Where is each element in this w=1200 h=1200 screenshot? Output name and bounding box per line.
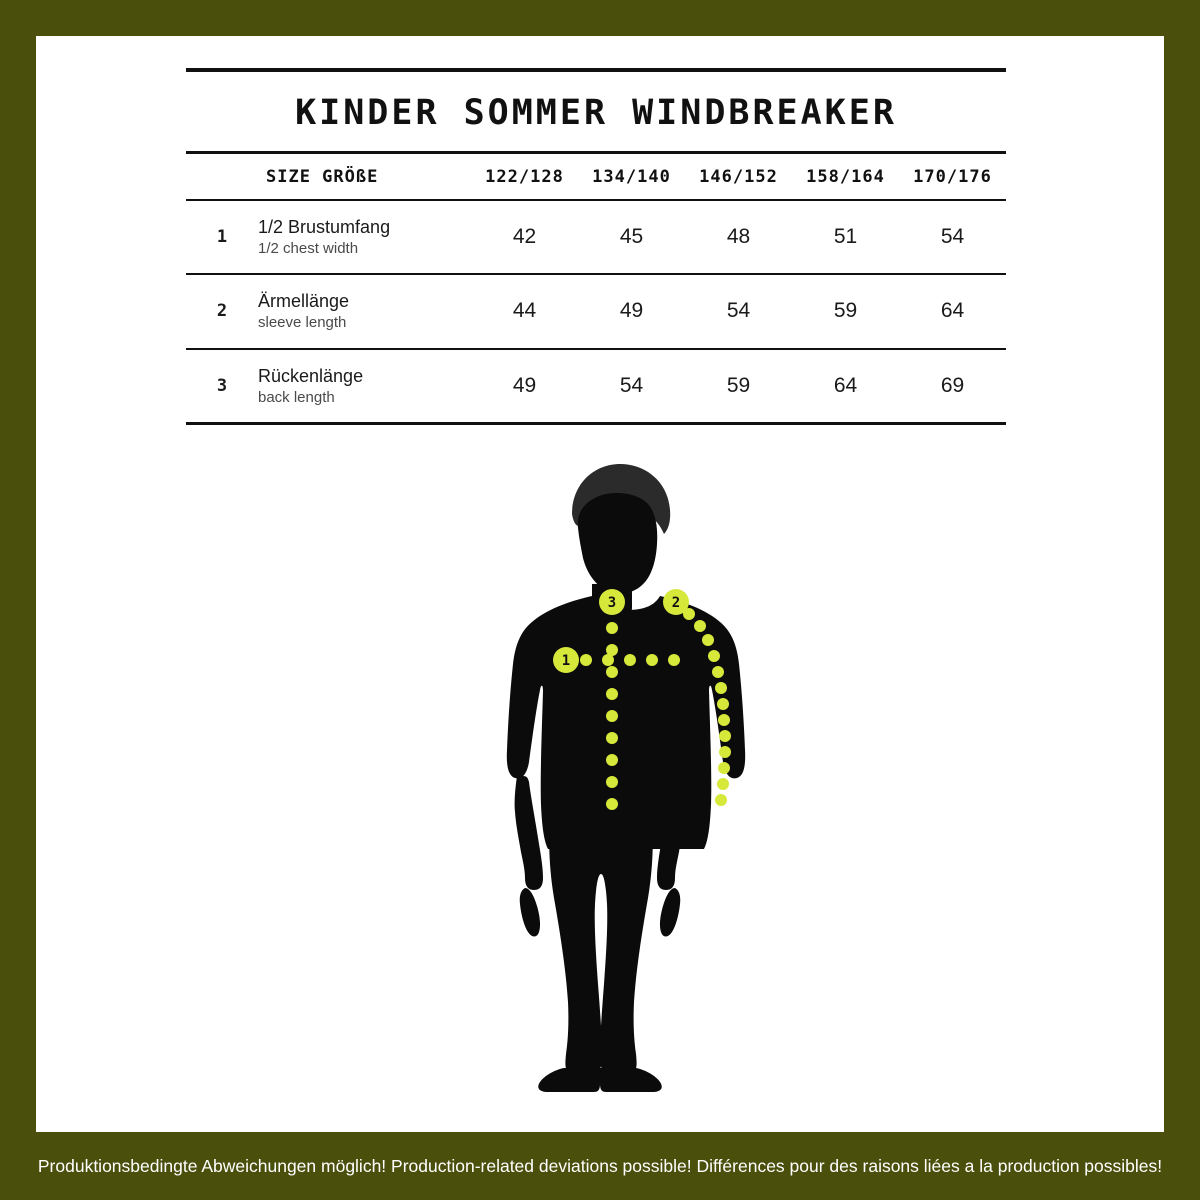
header-size-1: 122/128 bbox=[471, 152, 578, 200]
size-table-body bbox=[186, 200, 1006, 424]
size-table bbox=[186, 151, 1006, 426]
row-3-label bbox=[258, 349, 471, 424]
row-3-value-1: 49 bbox=[471, 349, 578, 424]
row-3-label-en: back length bbox=[258, 388, 335, 406]
table-header-row bbox=[186, 152, 1006, 200]
measurement-figure bbox=[36, 456, 1164, 1096]
header-size-3: 146/152 bbox=[685, 152, 792, 200]
chart-card bbox=[36, 36, 1164, 1132]
table-row bbox=[186, 274, 1006, 349]
marker-3 bbox=[599, 589, 625, 615]
row-2-value-3: 54 bbox=[685, 274, 792, 349]
svg-text:3: 3 bbox=[607, 595, 617, 611]
svg-text:1: 1 bbox=[561, 653, 571, 669]
row-3-value-3: 59 bbox=[685, 349, 792, 424]
row-3-value-5: 69 bbox=[899, 349, 1006, 424]
row-1-value-2: 45 bbox=[578, 200, 685, 275]
page-title: KINDER SOMMER WINDBREAKER bbox=[295, 93, 897, 133]
marker-1 bbox=[553, 647, 579, 673]
row-1-value-1: 42 bbox=[471, 200, 578, 275]
row-1-value-3: 48 bbox=[685, 200, 792, 275]
row-1-value-5: 54 bbox=[899, 200, 1006, 275]
row-3-label-de: Rückenlänge bbox=[258, 365, 364, 386]
row-2-value-1: 44 bbox=[471, 274, 578, 349]
header-size-5: 170/176 bbox=[899, 152, 1006, 200]
row-2-label-en: sleeve length bbox=[258, 314, 347, 332]
row-2-label bbox=[258, 274, 471, 349]
row-1-label bbox=[258, 200, 471, 275]
row-1-value-4: 51 bbox=[792, 200, 899, 275]
marker-2 bbox=[663, 589, 689, 615]
row-2-label-de: Ärmellänge bbox=[258, 291, 350, 312]
row-2-index: 2 bbox=[186, 274, 258, 349]
row-2-value-5: 64 bbox=[899, 274, 1006, 349]
row-1-label-de: 1/2 Brustumfang bbox=[258, 216, 391, 237]
header-label: SIZE GRÖßE bbox=[258, 152, 471, 200]
svg-text:2: 2 bbox=[671, 595, 681, 611]
row-2-value-2: 49 bbox=[578, 274, 685, 349]
header-index bbox=[186, 152, 258, 200]
row-2-value-4: 59 bbox=[792, 274, 899, 349]
header-size-4: 158/164 bbox=[792, 152, 899, 200]
row-3-index: 3 bbox=[186, 349, 258, 424]
row-1-label-en: 1/2 chest width bbox=[258, 239, 359, 257]
body-silhouette-icon bbox=[36, 456, 1164, 1096]
size-table-section bbox=[186, 68, 1006, 425]
row-1-index: 1 bbox=[186, 200, 258, 275]
size-table-head bbox=[186, 152, 1006, 200]
row-3-value-2: 54 bbox=[578, 349, 685, 424]
footer-note: Produktionsbedingte Abweichungen möglich! Production-related deviations possible! Différences pour des raisons liées a la production possibles! bbox=[37, 1155, 1163, 1176]
table-row bbox=[186, 200, 1006, 275]
header-size-2: 134/140 bbox=[578, 152, 685, 200]
table-row bbox=[186, 349, 1006, 424]
row-3-value-4: 64 bbox=[792, 349, 899, 424]
